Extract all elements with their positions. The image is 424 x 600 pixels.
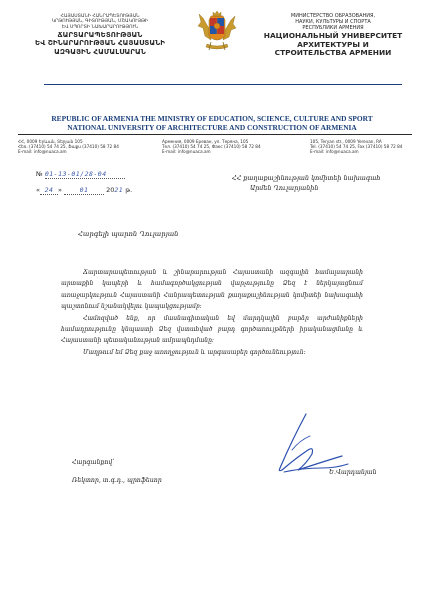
coat-of-arms-icon [197,10,237,54]
header-armenian-line: ԵՎ ՍՊՈՐՏԻ ՆԱԽԱՐԱՐՈՒԹՅՈՒՆ [61,24,139,30]
header-armenian-title: ԵՎ ՇԻՆԱՐԱՐՈՒԹՅԱՆ ՀԱՅԱՍՏԱՆԻ [35,39,165,48]
header-english-line-1: REPUBLIC OF ARMENIA THE MINISTRY OF EDUCATION, SCIENCE, CULTURE AND SPORT [51,114,373,123]
header-russian-title: СТРОИТЕЛЬСТВА АРМЕНИИ [274,48,392,58]
address-line: Армения, 0009 Ереван, ул. Теряна, 105 [162,139,249,144]
header-armenian-line: ՀԱՅԱՍՏԱՆԻ ՀԱՆՐԱՊԵՏՈՒԹՅԱՆ [60,14,140,19]
header-russian-title: АРХИТЕКТУРЫ И [297,39,369,49]
reference-number [36,170,125,179]
header-armenian [16,14,184,56]
reference-date-day: 24 [40,186,58,195]
body-paragraph: Մաղթում եմ Ձեզ քաջ առողջություն և արգասաբեր գործունեություն: [83,348,306,356]
header-armenian-line: ԿՐԹՈՒԹՅԱՆ, ԳԻՏՈՒԹՅԱՆ, ՄՇԱԿՈՒՅԹԻ [51,19,149,25]
address-armenian [18,139,119,154]
signature-closing: Հարգանքով՝ [72,459,115,466]
address-line: ՀՀ, 0009 Երևան, Տերյան 105 [18,139,83,144]
body-paragraph: Ճարտարապետության և շինարարության Հայաստանի ազգային համալսարանի արտաքին կապերի և համագործակցության վարչությունը Ձեզ է ներկայացնում առաջարկություն Հայաստանի Հանրապետության քաղաքաշինության կոմիտեի նախագահի պաշտոնում նշանակվելու կապակցությամբ: [61,269,363,311]
header-russian-line: МИНИСТЕРСТВО ОБРАЗОВАНИЯ, [290,13,376,19]
recipient-name: Արմեն Ղուլարյանին [250,184,319,192]
reference-date-suffix: թ. [125,186,133,194]
salutation: Հարգելի պարոն Ղուլարյան [78,230,179,238]
header-armenian-title: ՃԱՐՏԱՐԱՊԵՏՈՒԹՅԱՆ [57,31,143,40]
address-rule [18,134,412,135]
recipient-block [232,173,412,193]
address-russian [162,139,261,154]
address-line: E-mail: info@nuaca.am [18,149,67,155]
reference-date-year-prefix: 20 [106,186,115,194]
header-russian-line: НАУКИ, КУЛЬТУРЫ И СПОРТА [295,18,371,25]
recipient-title: ՀՀ քաղաքաշինության կոմիտեի նախագահ [232,174,381,182]
reference-date-year-suffix: 21 [114,186,124,194]
address-line: E-mail: info@nuaca.am [162,149,211,155]
header-english [0,114,424,132]
reference-date-month: 01 [64,186,104,195]
header-russian-line: РЕСПУБЛИКИ АРМЕНИЯ [302,24,364,31]
address-line: Tel. (37410) 54 74 25, Fax (37410) 58 72 84 [310,144,403,150]
header-english-line-2: NATIONAL UNIVERSITY OF ARCHITECTURE AND CONSTRUCTION OF ARMENIA [67,123,357,132]
address-line: 105, Teryan str., 0009 Yerevan, RA [310,139,382,144]
address-english [310,139,402,154]
header-russian-title: НАЦИОНАЛЬНЫЙ УНИВЕРСИТЕТ [263,31,403,41]
address-line: Тел. (37410) 54 74 25, Факс (37410) 58 72 84 [162,144,261,150]
reference-date: « 24 » 01 2021 թ. [36,186,133,194]
reference-number-prefix: № [36,170,43,178]
header-armenian-title: ԱԶԳԱՅԻՆ ՀԱՄԱԼՍԱՐԱՆ [54,47,146,56]
address-line: E-mail: info@nuaca.am [310,149,359,155]
letter-body [61,267,363,358]
header-rule [44,84,402,85]
signatory-name: Ե.Վարդանյան [329,469,377,476]
signature-title: Ռեկտոր, տ.գ.դ., պրոֆեսոր [72,477,162,484]
reference-number-value: 01-13-01/28-04 [45,170,125,179]
body-paragraph: Համոզված ենք, որ մասնագիտական եվ մարդկային բարձր արժանիքների համադրությունը կնպաստի Ձեզ վստահված բարդ գործառույթների իրականացմանը և Հայաստանի պետականության ամրապնդմանը: [61,314,363,345]
address-line: Հեռ. (37410) 54 74 25, Ֆաքս (37410) 58 72 84 [18,144,119,150]
header-russian [254,14,412,58]
